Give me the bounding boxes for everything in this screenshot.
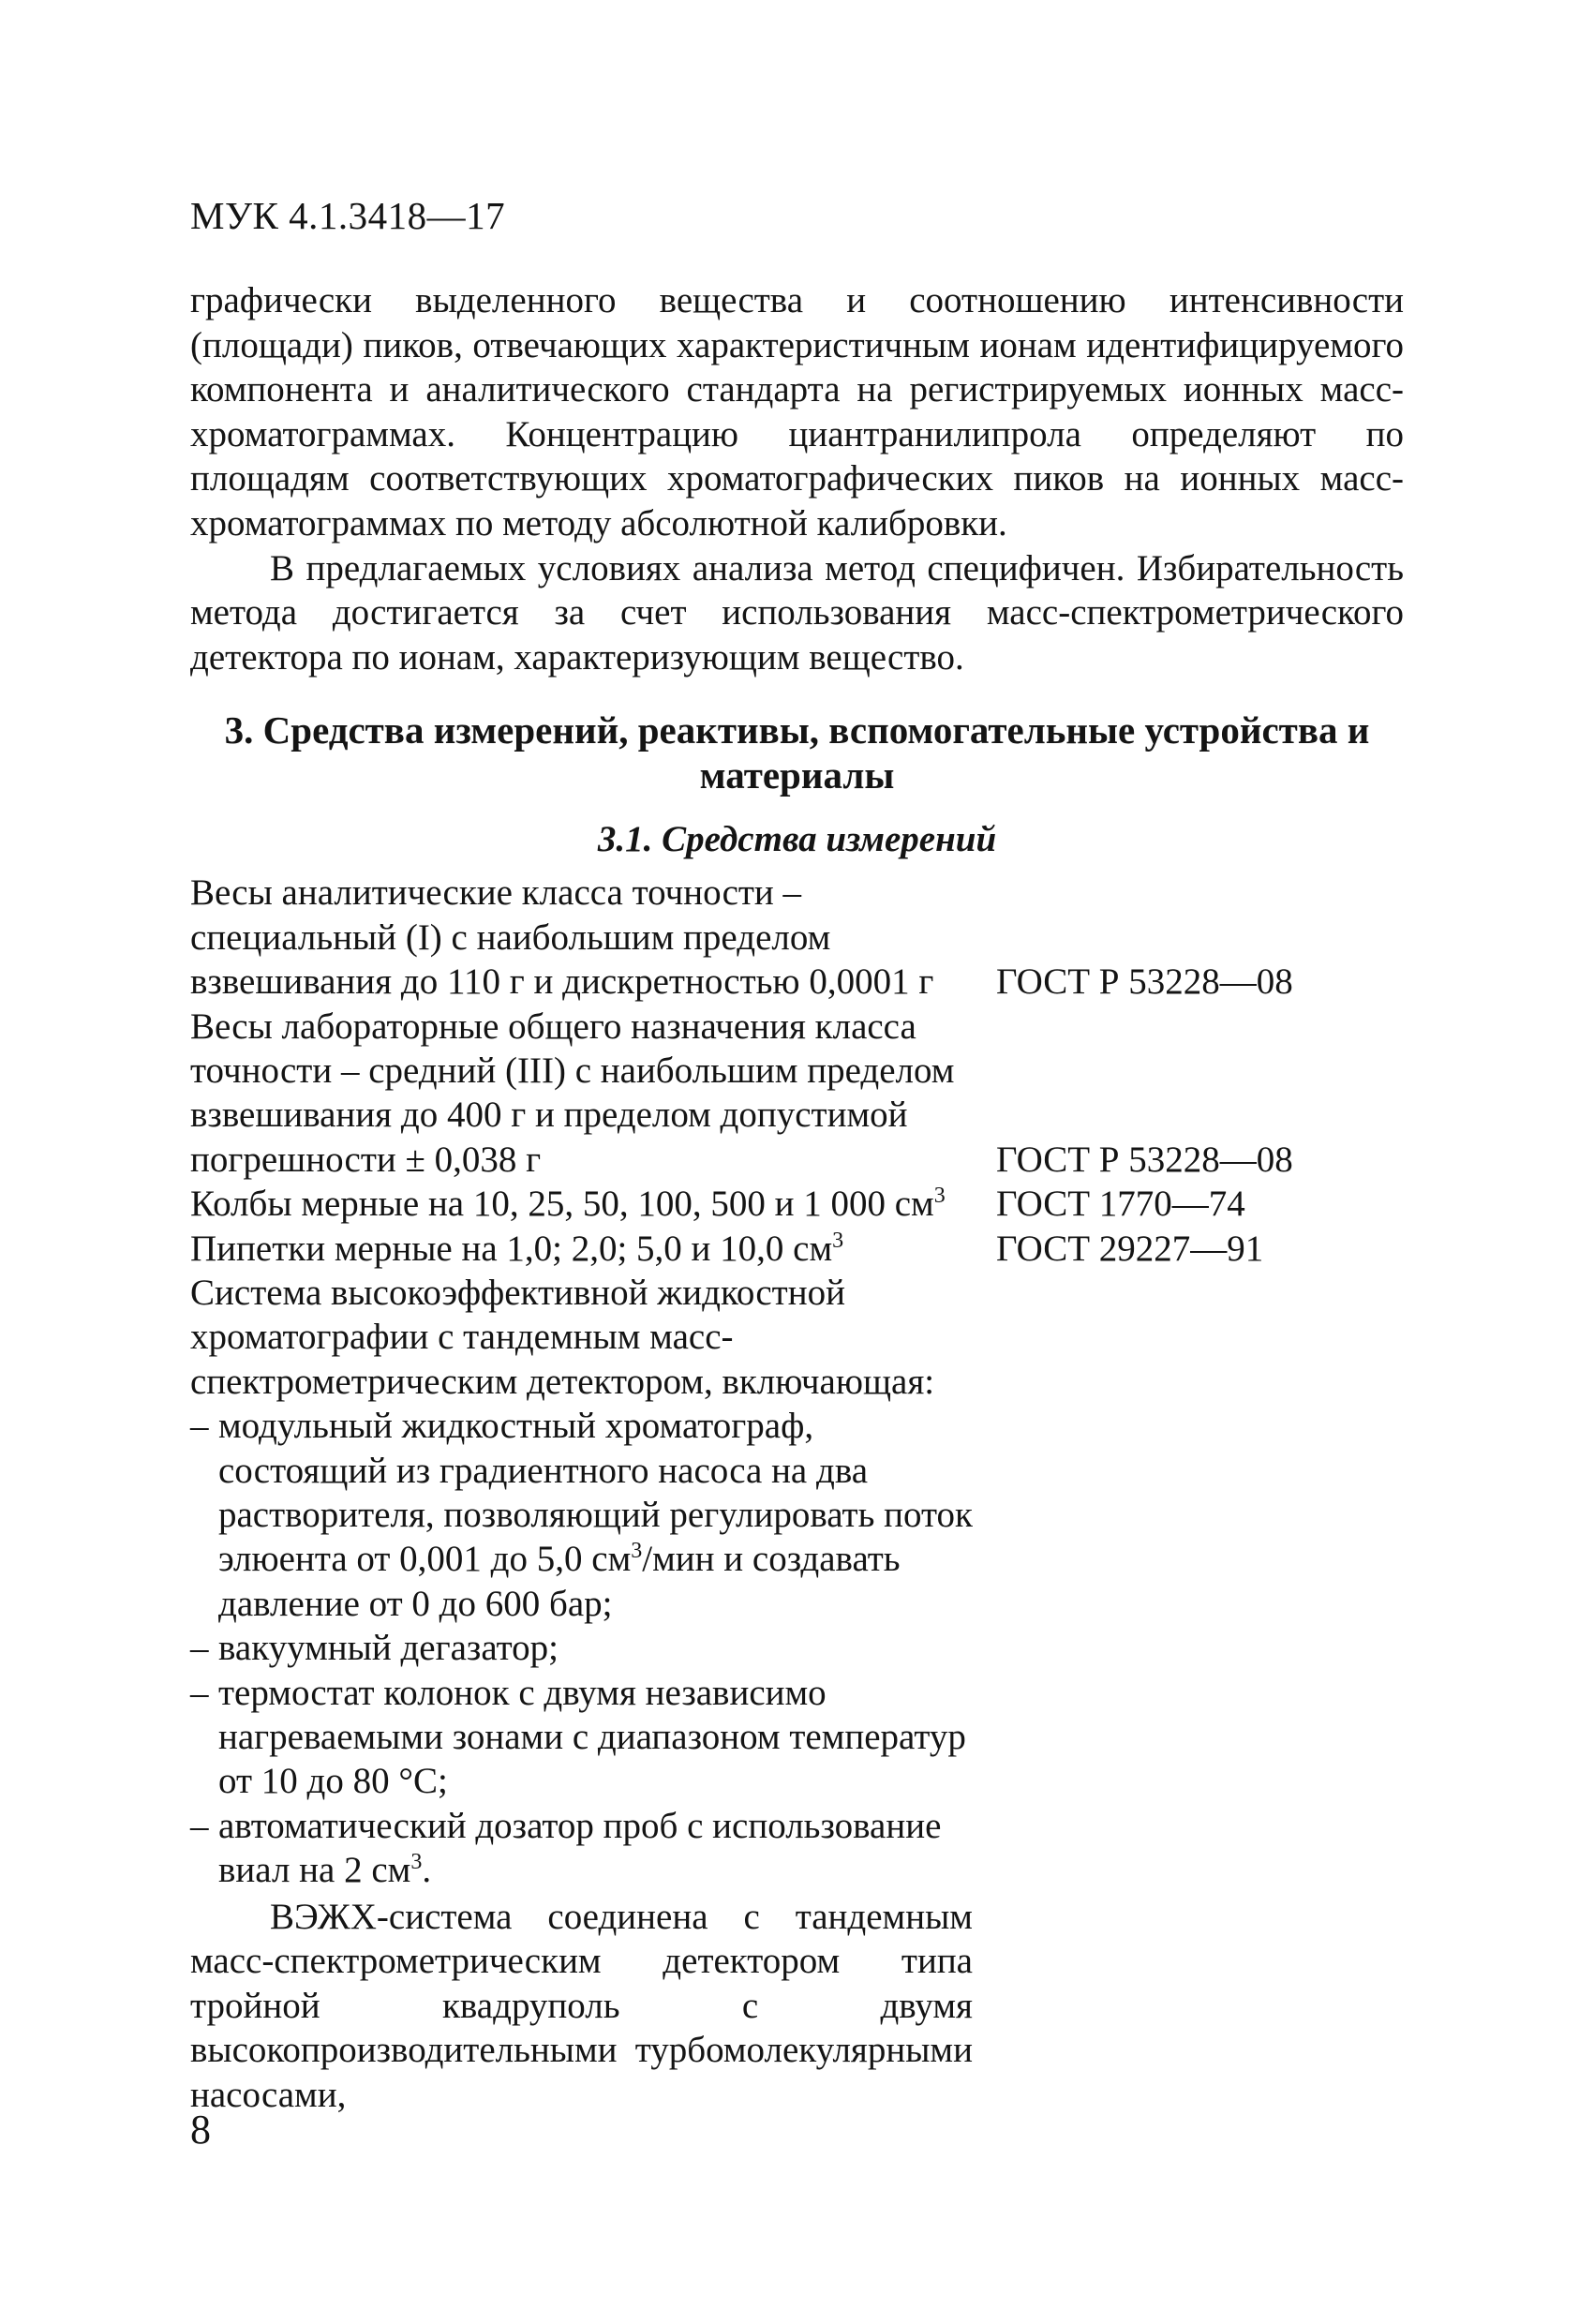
- superscript-exponent: 3: [832, 1228, 844, 1253]
- intro-paragraph-2: В предлагаемых условиях анализа метод специфичен. Избирательность метода достигается за счет использования масс-спектрометрического детектора по ионам, характеризующим вещество.: [190, 547, 1404, 678]
- intro-paragraph-1: графически выделенного вещества и соотношению интенсивности (площади) пиков, отвечающих характеристичным ионам идентифицируемого компонента и аналитического стандарта на регистрируемых ионных масс-хроматограммах. Концентрацию циантранилипрола определяют по площадям соответствующих хроматографических пиков на ионных масс-хроматограммах по методу абсолютной калибровки.: [190, 280, 1404, 544]
- instrument-row: [190, 1182, 1404, 1226]
- superscript-exponent: 3: [933, 1184, 946, 1209]
- list-dash: –: [190, 1628, 209, 1669]
- instrument-description: Пипетки мерные на 1,0; 2,0; 5,0 и 10,0 см: [190, 1228, 833, 1269]
- instrument-description: Колбы мерные на 10, 25, 50, 100, 500 и 1 000 см: [190, 1184, 934, 1225]
- instrument-standard: ГОСТ 1770—74: [996, 1184, 1245, 1225]
- component-text-tail: .: [422, 1850, 432, 1891]
- component-text: вакуумный дегазатор;: [218, 1628, 559, 1669]
- page-number: 8: [190, 2107, 211, 2153]
- document-code-header: МУК 4.1.3418—17: [190, 194, 506, 237]
- instrument-description: Весы аналитические класса точности – специальный (I) с наибольшим пределом взвешивания до 110 г и дискретностью 0,0001 г: [190, 872, 934, 1003]
- instrument-description: Весы лабораторные общего назначения класса точности – средний (III) с наибольшим пределом взвешивания до 400 г и пределом допустимой погрешности ± 0,038 г: [190, 1006, 955, 1180]
- component-text: автоматический дозатор проб с использование виал на 2 см: [218, 1805, 942, 1891]
- instrument-standard: ГОСТ Р 53228—08: [996, 1139, 1293, 1180]
- page-content: [190, 278, 1404, 2118]
- section-3-title: 3. Средства измерений, реактивы, вспомогательные устройства и материалы: [224, 708, 1370, 797]
- system-components-list: [190, 1404, 973, 1892]
- superscript-exponent: 3: [631, 1539, 643, 1564]
- system-component-item: [190, 1671, 973, 1804]
- system-component-item: [190, 1626, 973, 1670]
- list-dash: –: [190, 1672, 209, 1713]
- list-dash: –: [190, 1406, 209, 1447]
- system-description: Система высокоэффективной жидкостной хроматографии с тандемным масс-спектрометрическим детектором, включающая:: [190, 1273, 935, 1402]
- superscript-exponent: 3: [410, 1850, 423, 1875]
- instrument-row: [190, 871, 1404, 1004]
- instrument-row: [190, 1227, 1404, 1271]
- instrument-description-wrap: [190, 1182, 973, 1226]
- component-text-tail: /мин и создавать давление от 0 до 600 бар;: [218, 1539, 901, 1624]
- instrument-row: [190, 1005, 1404, 1183]
- component-text: термостат колонок с двумя независимо нагреваемыми зонами с диапазоном температур от 10 до 80 °С;: [218, 1672, 966, 1802]
- subsection-3-1-title: 3.1. Средства измерений: [597, 819, 997, 860]
- instrument-row: [190, 1271, 1404, 1404]
- system-component-item: [190, 1404, 973, 1626]
- instrument-description-wrap: [190, 1227, 973, 1271]
- closing-paragraph: ВЭЖХ-система соединена с тандемным масс-спектрометрическим детектором типа тройной квадруполь с двумя высокопроизводительными турбомолекулярными насосами,: [190, 1896, 973, 2116]
- list-dash: –: [190, 1805, 209, 1846]
- instruments-list: [190, 871, 1404, 1404]
- system-component-item: [190, 1804, 973, 1893]
- component-text: модульный жидкостный хроматограф, состоящий из градиентного насоса на два растворителя, позволяющий регулировать поток элюента от 0,001 до 5,0 см: [218, 1406, 973, 1580]
- instrument-standard: ГОСТ 29227—91: [996, 1228, 1264, 1269]
- instrument-standard: ГОСТ Р 53228—08: [996, 961, 1293, 1003]
